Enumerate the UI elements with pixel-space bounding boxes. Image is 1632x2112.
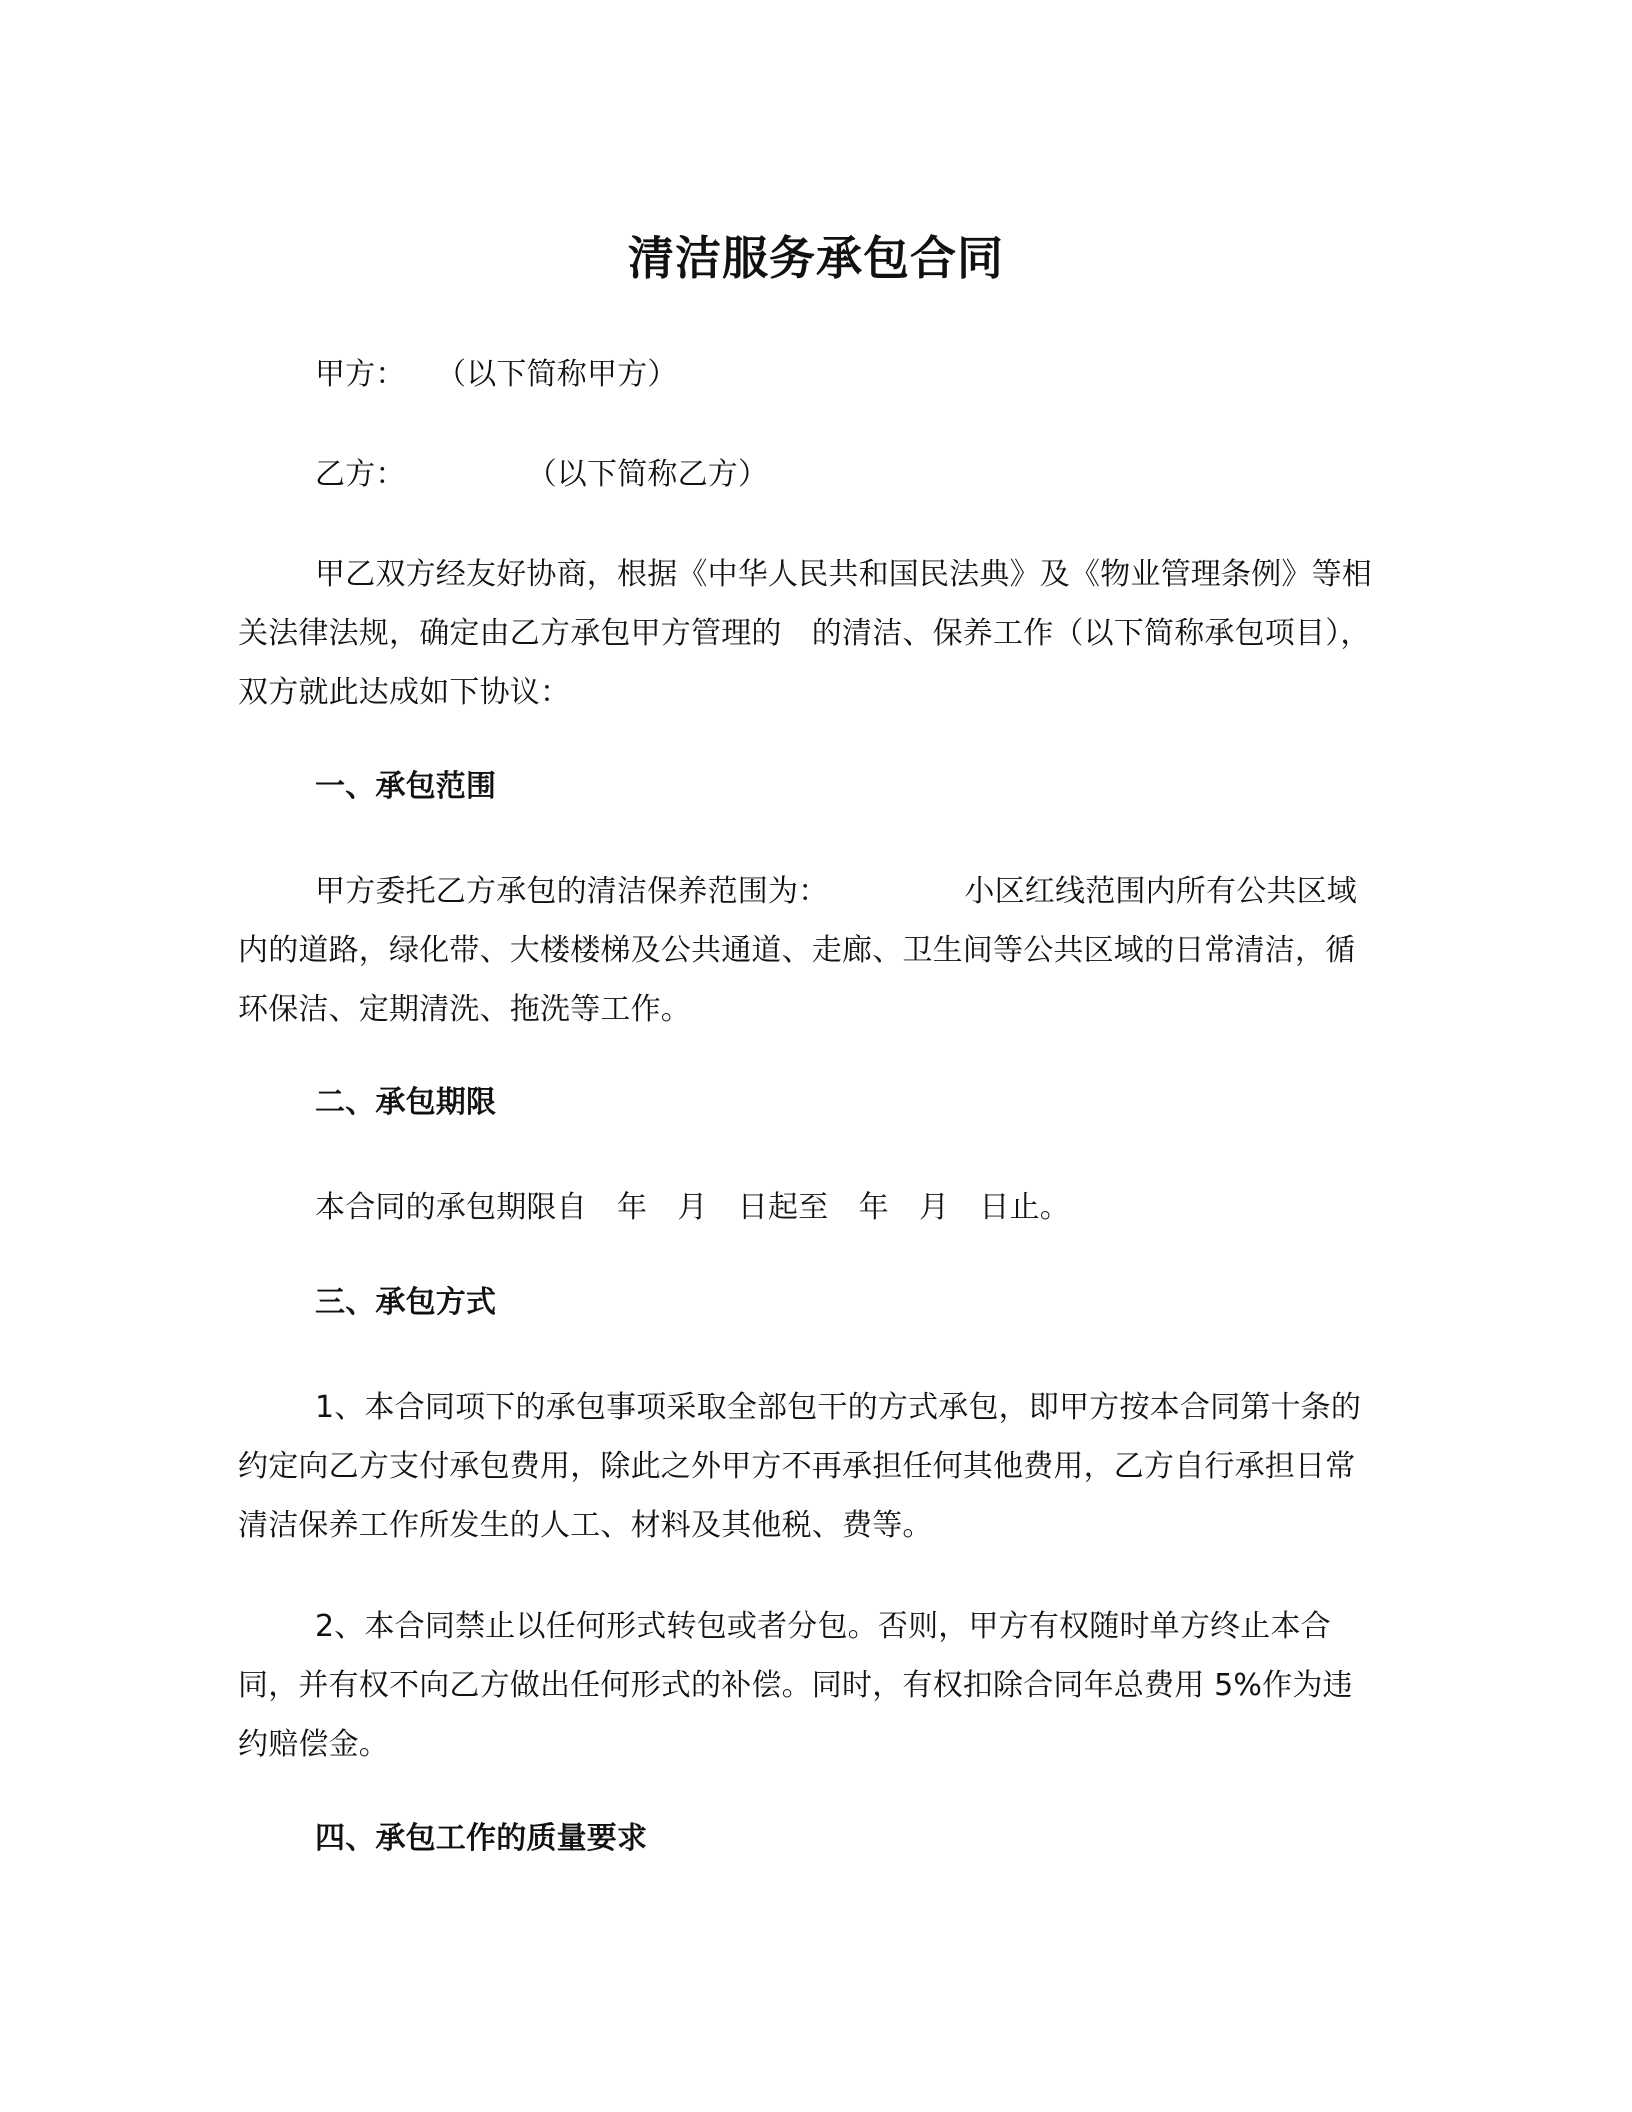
section-heading-method: 三、承包方式 — [315, 1284, 497, 1320]
section-heading-term: 二、承包期限 — [315, 1084, 497, 1120]
scope-paragraph: 甲方委托乙方承包的清洁保养范围为： 小区红线范围内所有公共区域内的道路，绿化带、大楼楼梯及公共通道、走廊、卫生间等公共区域的日常清洁，循环保洁、定期清洗、拖洗等工作。 — [238, 874, 1357, 1027]
section-heading-quality-requirements: 四、承包工作的质量要求 — [315, 1820, 648, 1856]
method-item-2: 2、本合同禁止以任何形式转包或者分包。否则，甲方有权随时单方终止本合同，并有权不向乙方做出任何形式的补偿。同时，有权扣除合同年总费用 5%作为违约赔偿金。 — [238, 1609, 1353, 1762]
contract-intro-paragraph: 甲乙双方经友好协商，根据《中华人民共和国民法典》及《物业管理条例》等相关法律法规，确定由乙方承包甲方管理的 的清洁、保养工作（以下简称承包项目），双方就此达成如下协议： — [238, 557, 1372, 710]
party-b-line: 乙方： （以下简称乙方） — [315, 457, 769, 492]
section-heading-scope: 一、承包范围 — [315, 768, 497, 804]
term-paragraph: 本合同的承包期限自 年 月 日起至 年 月 日止。 — [315, 1190, 1070, 1225]
contract-title: 清洁服务承包合同 — [628, 230, 1004, 285]
party-a-line: 甲方： （以下简称甲方） — [315, 357, 678, 392]
method-item-1: 1、本合同项下的承包事项采取全部包干的方式承包，即甲方按本合同第十条的约定向乙方支付承包费用，除此之外甲方不再承担任何其他费用，乙方自行承担日常清洁保养工作所发生的人工、材料及其他税、费等。 — [238, 1390, 1362, 1543]
